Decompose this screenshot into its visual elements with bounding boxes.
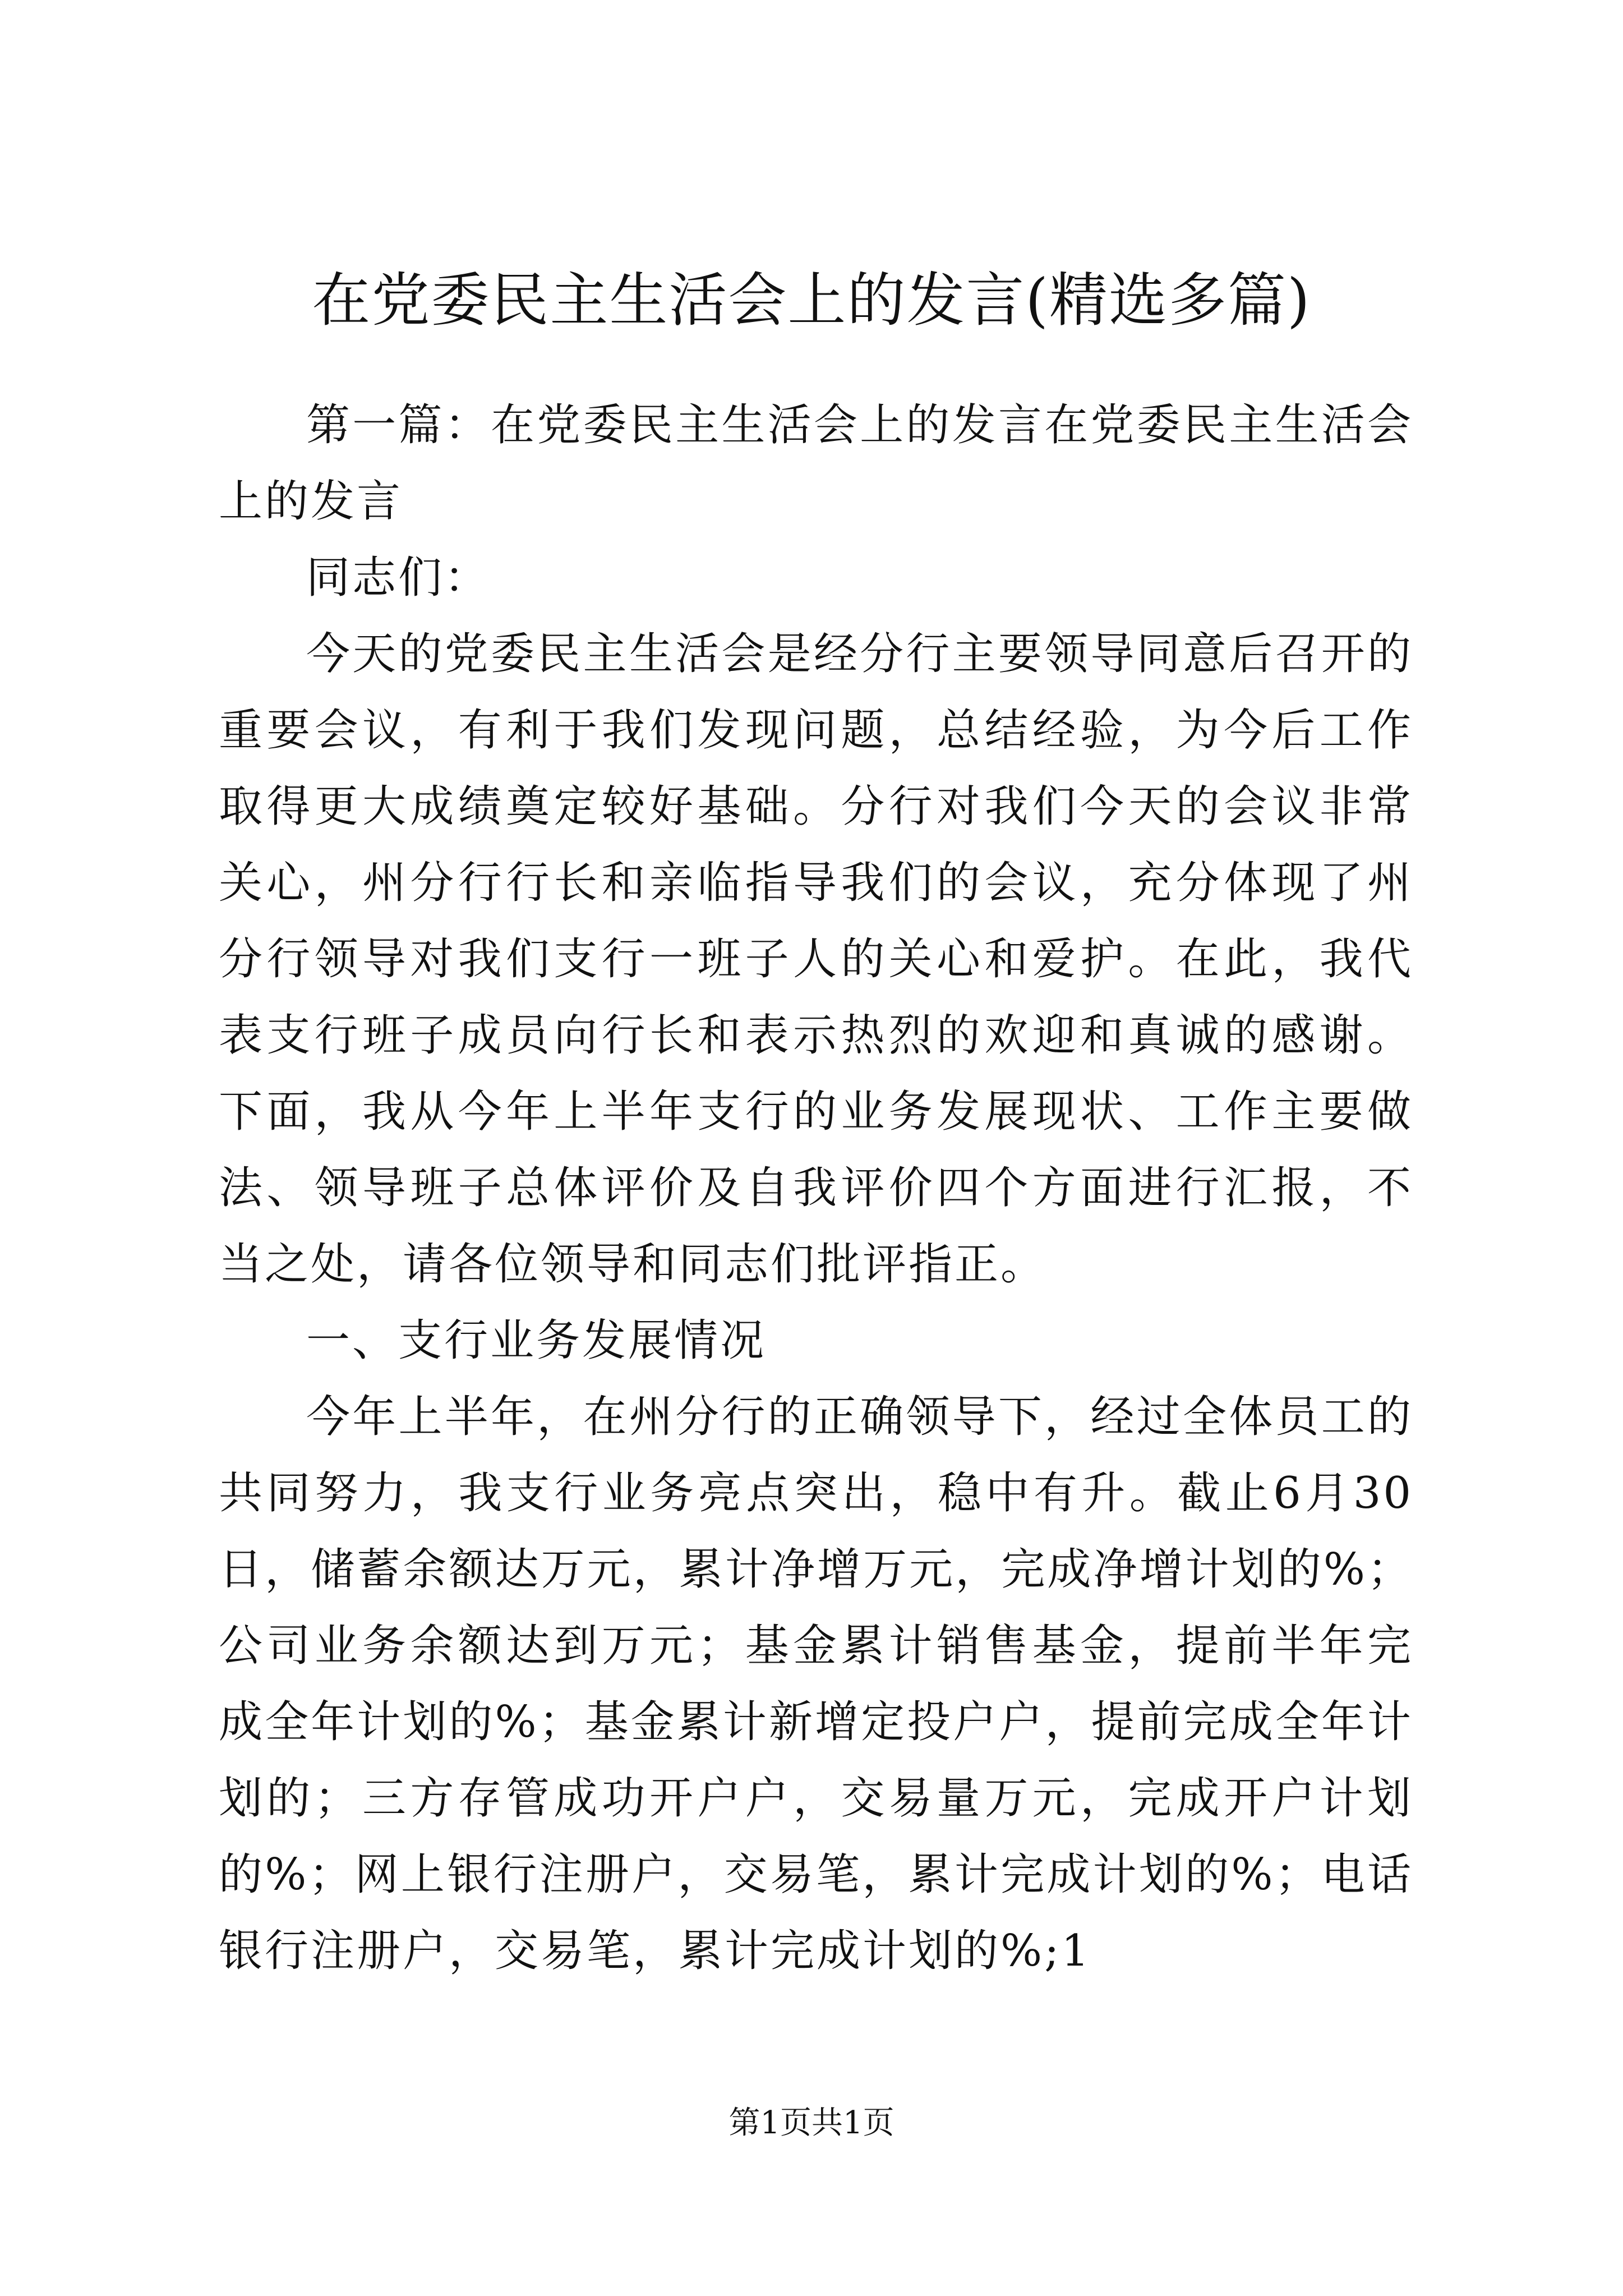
paragraph-business: 今年上半年，在州分行的正确领导下，经过全体员工的共同努力，我支行业务亮点突出，稳中有升。截止6月30日，储蓄余额达万元，累计净增万元，完成净增计划的%；公司业务余额达到万元；基金累计销售基金，提前半年完成全年计划的%；基金累计新增定投户户，提前完成全年计划的；三方存管成功开户户，交易量万元，完成开户计划的%；网上银行注册户，交易笔，累计完成计划的%；电话银行注册户，交易笔，累计完成计划的%;1 [219,1392,1413,1976]
page-total: 共1页 [811,2105,895,2141]
page-footer [0,2101,1623,2146]
document-title: 在党委民主生活会上的发言(精选多篇) [312,266,1311,334]
page-number: 第1页 [728,2105,811,2141]
paragraph-intro: 今天的党委民主生活会是经分行主要领导同意后召开的重要会议，有利于我们发现问题，总结经验，为今后工作取得更大成绩奠定较好基础。分行对我们今天的会议非常关心，州分行行长和亲临指导我们的会议，充分体现了州分行领导对我们支行一班子人的关心和爱护。在此，我代表支行班子成员向行长和表示热烈的欢迎和真诚的感谢。下面，我从今年上半年支行的业务发展现状、工作主要做法、领导班子总体评价及自我评价四个方面进行汇报，不当之处，请各位领导和同志们批评指正。 [219,629,1413,1290]
document-body [219,387,1413,1989]
paragraph-salutation: 同志们： [306,553,491,603]
paragraph-heading: 第一篇：在党委民主生活会上的发言在党委民主生活会上的发言 [219,400,1413,527]
section-heading: 一、支行业务发展情况 [306,1315,767,1366]
